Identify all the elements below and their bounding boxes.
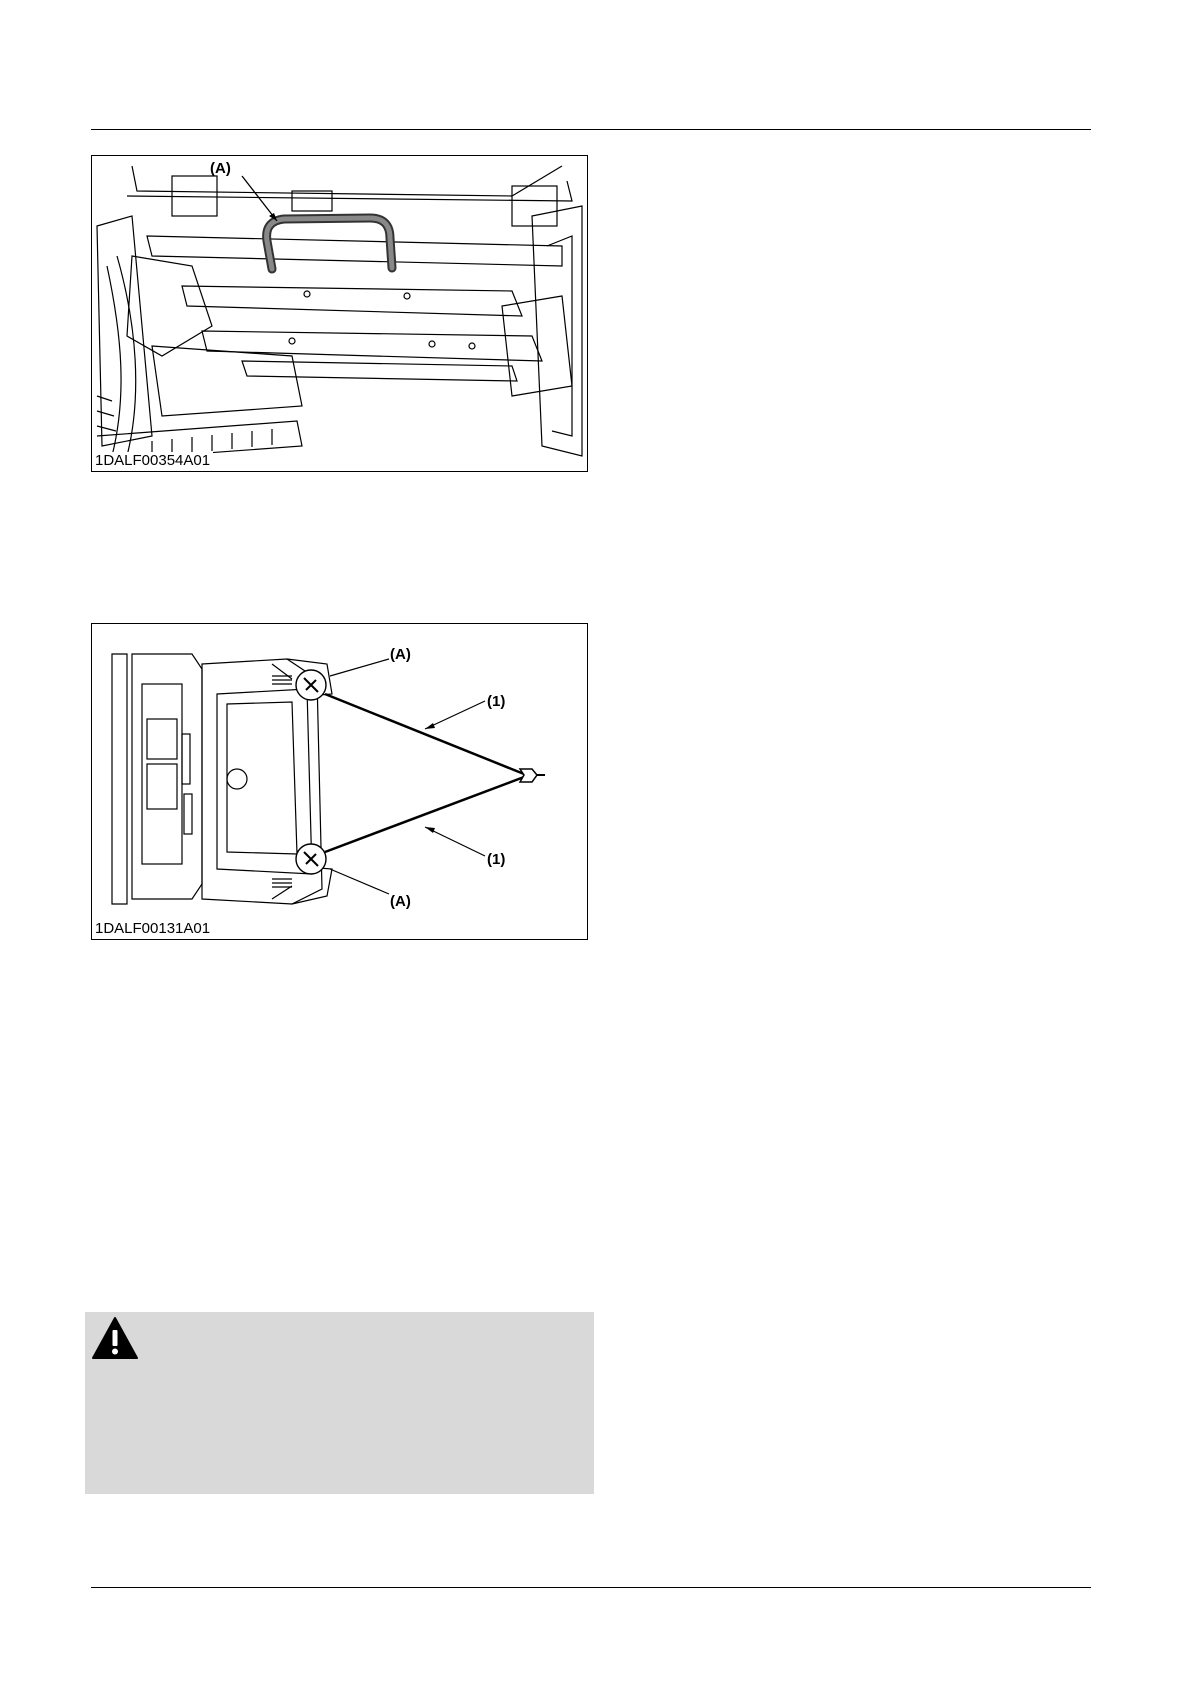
figure-id-label: 1DALF00354A01 [95,452,213,469]
callout-a-bottom: (A) [390,893,411,910]
callout-1-bottom: (1) [487,851,506,868]
callout-a: (A) [210,160,231,177]
figure-bumper-handle [91,155,588,472]
callout-a-top: (A) [390,646,411,663]
figure-towing-chains [91,623,588,940]
footer-rule [91,1587,1091,1588]
figure-id-label: 1DALF00131A01 [95,920,213,937]
header-rule [91,129,1091,130]
figure-towing-chains-illustration [92,624,587,939]
figure-bumper-handle-illustration [92,156,587,471]
callout-1-top: (1) [487,693,506,710]
warning-triangle-icon [91,1316,139,1360]
warning-box [85,1312,594,1494]
